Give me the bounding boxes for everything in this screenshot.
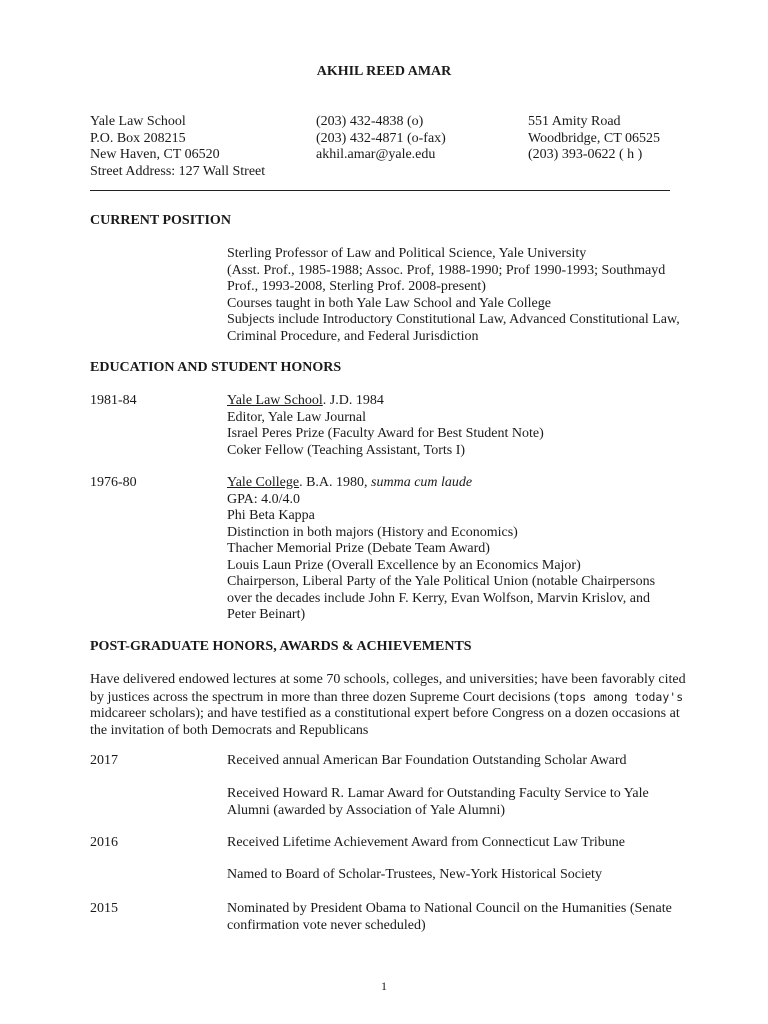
- education-entry-law-school: [227, 393, 697, 459]
- paragraph-text: by justices across the spectrum in more than three dozen Supreme Court decisions (: [90, 689, 559, 705]
- position-line: Sterling Professor of Law and Political Science, Yale University: [227, 246, 587, 261]
- paragraph-line: midcareer scholars); and have testified as a constitutional expert before Congress on a dozen occasions at: [90, 706, 680, 721]
- education-year: 1976-80: [90, 475, 137, 490]
- degree: . J.D. 1984: [322, 393, 384, 408]
- honor-entry: [227, 753, 697, 770]
- education-line: Distinction in both majors (History and Economics): [227, 524, 518, 540]
- section-heading-current-position: CURRENT POSITION: [90, 213, 231, 228]
- honor-line: Received annual American Bar Foundation Outstanding Scholar Award: [227, 753, 627, 768]
- degree: . B.A. 1980,: [299, 475, 372, 490]
- honor-year: 2016: [90, 835, 118, 850]
- contact-line: Street Address: 127 Wall Street: [90, 163, 266, 179]
- education-line: Chairperson, Liberal Party of the Yale Political Union (notable Chairpersons: [227, 574, 656, 589]
- contact-line: (203) 432-4838 (o): [316, 114, 424, 129]
- education-line: GPA: 4.0/4.0: [227, 491, 301, 507]
- position-line: Subjects include Introductory Constitutional Law, Advanced Constitutional Law,: [227, 312, 680, 327]
- education-line: Coker Fellow (Teaching Assistant, Torts I): [227, 442, 466, 458]
- document-title: AKHIL REED AMAR: [316, 64, 452, 79]
- latin-honor: summa cum laude: [371, 475, 473, 490]
- education-entry-college: [227, 475, 697, 624]
- position-line: Criminal Procedure, and Federal Jurisdiction: [227, 328, 479, 344]
- education-line: Israel Peres Prize (Faculty Award for Best Student Note): [227, 426, 544, 441]
- position-line: Courses taught in both Yale Law School and Yale College: [227, 295, 551, 311]
- education-line: Peter Beinart): [227, 607, 306, 622]
- honor-year: 2017: [90, 753, 118, 768]
- education-line: Louis Laun Prize (Overall Excellence by an Economics Major): [227, 557, 581, 573]
- contact-line: (203) 393-0622 ( h ): [528, 147, 643, 162]
- section-heading-education: EDUCATION AND STUDENT HONORS: [90, 360, 342, 375]
- honor-entry: [227, 867, 697, 884]
- honor-year: 2015: [90, 901, 118, 916]
- education-school-line: [227, 475, 697, 492]
- paragraph-line: the invitation of both Democrats and Republicans: [90, 722, 369, 738]
- honor-entry: [227, 835, 697, 852]
- contact-line: Woodbridge, CT 06525: [528, 130, 660, 146]
- page-number: 1: [381, 979, 387, 993]
- current-position-block: [227, 246, 697, 345]
- education-line: Editor, Yale Law Journal: [227, 409, 367, 425]
- honor-entry: [227, 786, 697, 819]
- school-name: Yale Law School: [227, 393, 323, 408]
- honor-line: Received Howard R. Lamar Award for Outstanding Faculty Service to Yale: [227, 786, 649, 801]
- contact-line: New Haven, CT 06520: [90, 147, 220, 162]
- position-line: Prof., 1993-2008, Sterling Prof. 2008-present): [227, 279, 486, 294]
- honor-line: Nominated by President Obama to National Council on the Humanities (Senate: [227, 901, 672, 916]
- contact-email: akhil.amar@yale.edu: [316, 147, 436, 162]
- contact-address-column: [90, 114, 265, 180]
- honor-line: Named to Board of Scholar-Trustees, New-York Historical Society: [227, 867, 602, 882]
- education-line: Phi Beta Kappa: [227, 508, 315, 523]
- education-line: over the decades include John F. Kerry, Evan Wolfson, Marvin Krislov, and: [227, 590, 650, 606]
- paragraph-line: [90, 689, 690, 707]
- paragraph-mono-text: tops among today's: [558, 689, 684, 704]
- header-divider: [90, 190, 670, 191]
- contact-line: (203) 432-4871 (o-fax): [316, 130, 446, 146]
- contact-phone-column: [316, 114, 446, 164]
- honor-entry: [227, 901, 697, 934]
- contact-home-column: [528, 114, 660, 164]
- honor-line: Alumni (awarded by Association of Yale Alumni): [227, 802, 506, 818]
- section-heading-honors: POST-GRADUATE HONORS, AWARDS & ACHIEVEMENTS: [90, 639, 472, 654]
- education-line: Thacher Memorial Prize (Debate Team Award): [227, 541, 490, 556]
- education-school-line: [227, 393, 697, 410]
- contact-line: P.O. Box 208215: [90, 130, 186, 146]
- school-name: Yale College: [227, 475, 300, 490]
- contact-line: Yale Law School: [90, 114, 186, 129]
- paragraph-line: Have delivered endowed lectures at some 70 schools, colleges, and universities; have been favorably cited: [90, 672, 686, 687]
- honor-line: confirmation vote never scheduled): [227, 917, 426, 933]
- position-line: (Asst. Prof., 1985-1988; Assoc. Prof, 1988-1990; Prof 1990-1993; Southmayd: [227, 262, 666, 278]
- education-year: 1981-84: [90, 393, 137, 408]
- honor-line: Received Lifetime Achievement Award from Connecticut Law Tribune: [227, 835, 625, 850]
- contact-line: 551 Amity Road: [528, 114, 621, 129]
- honors-intro-paragraph: [90, 672, 690, 739]
